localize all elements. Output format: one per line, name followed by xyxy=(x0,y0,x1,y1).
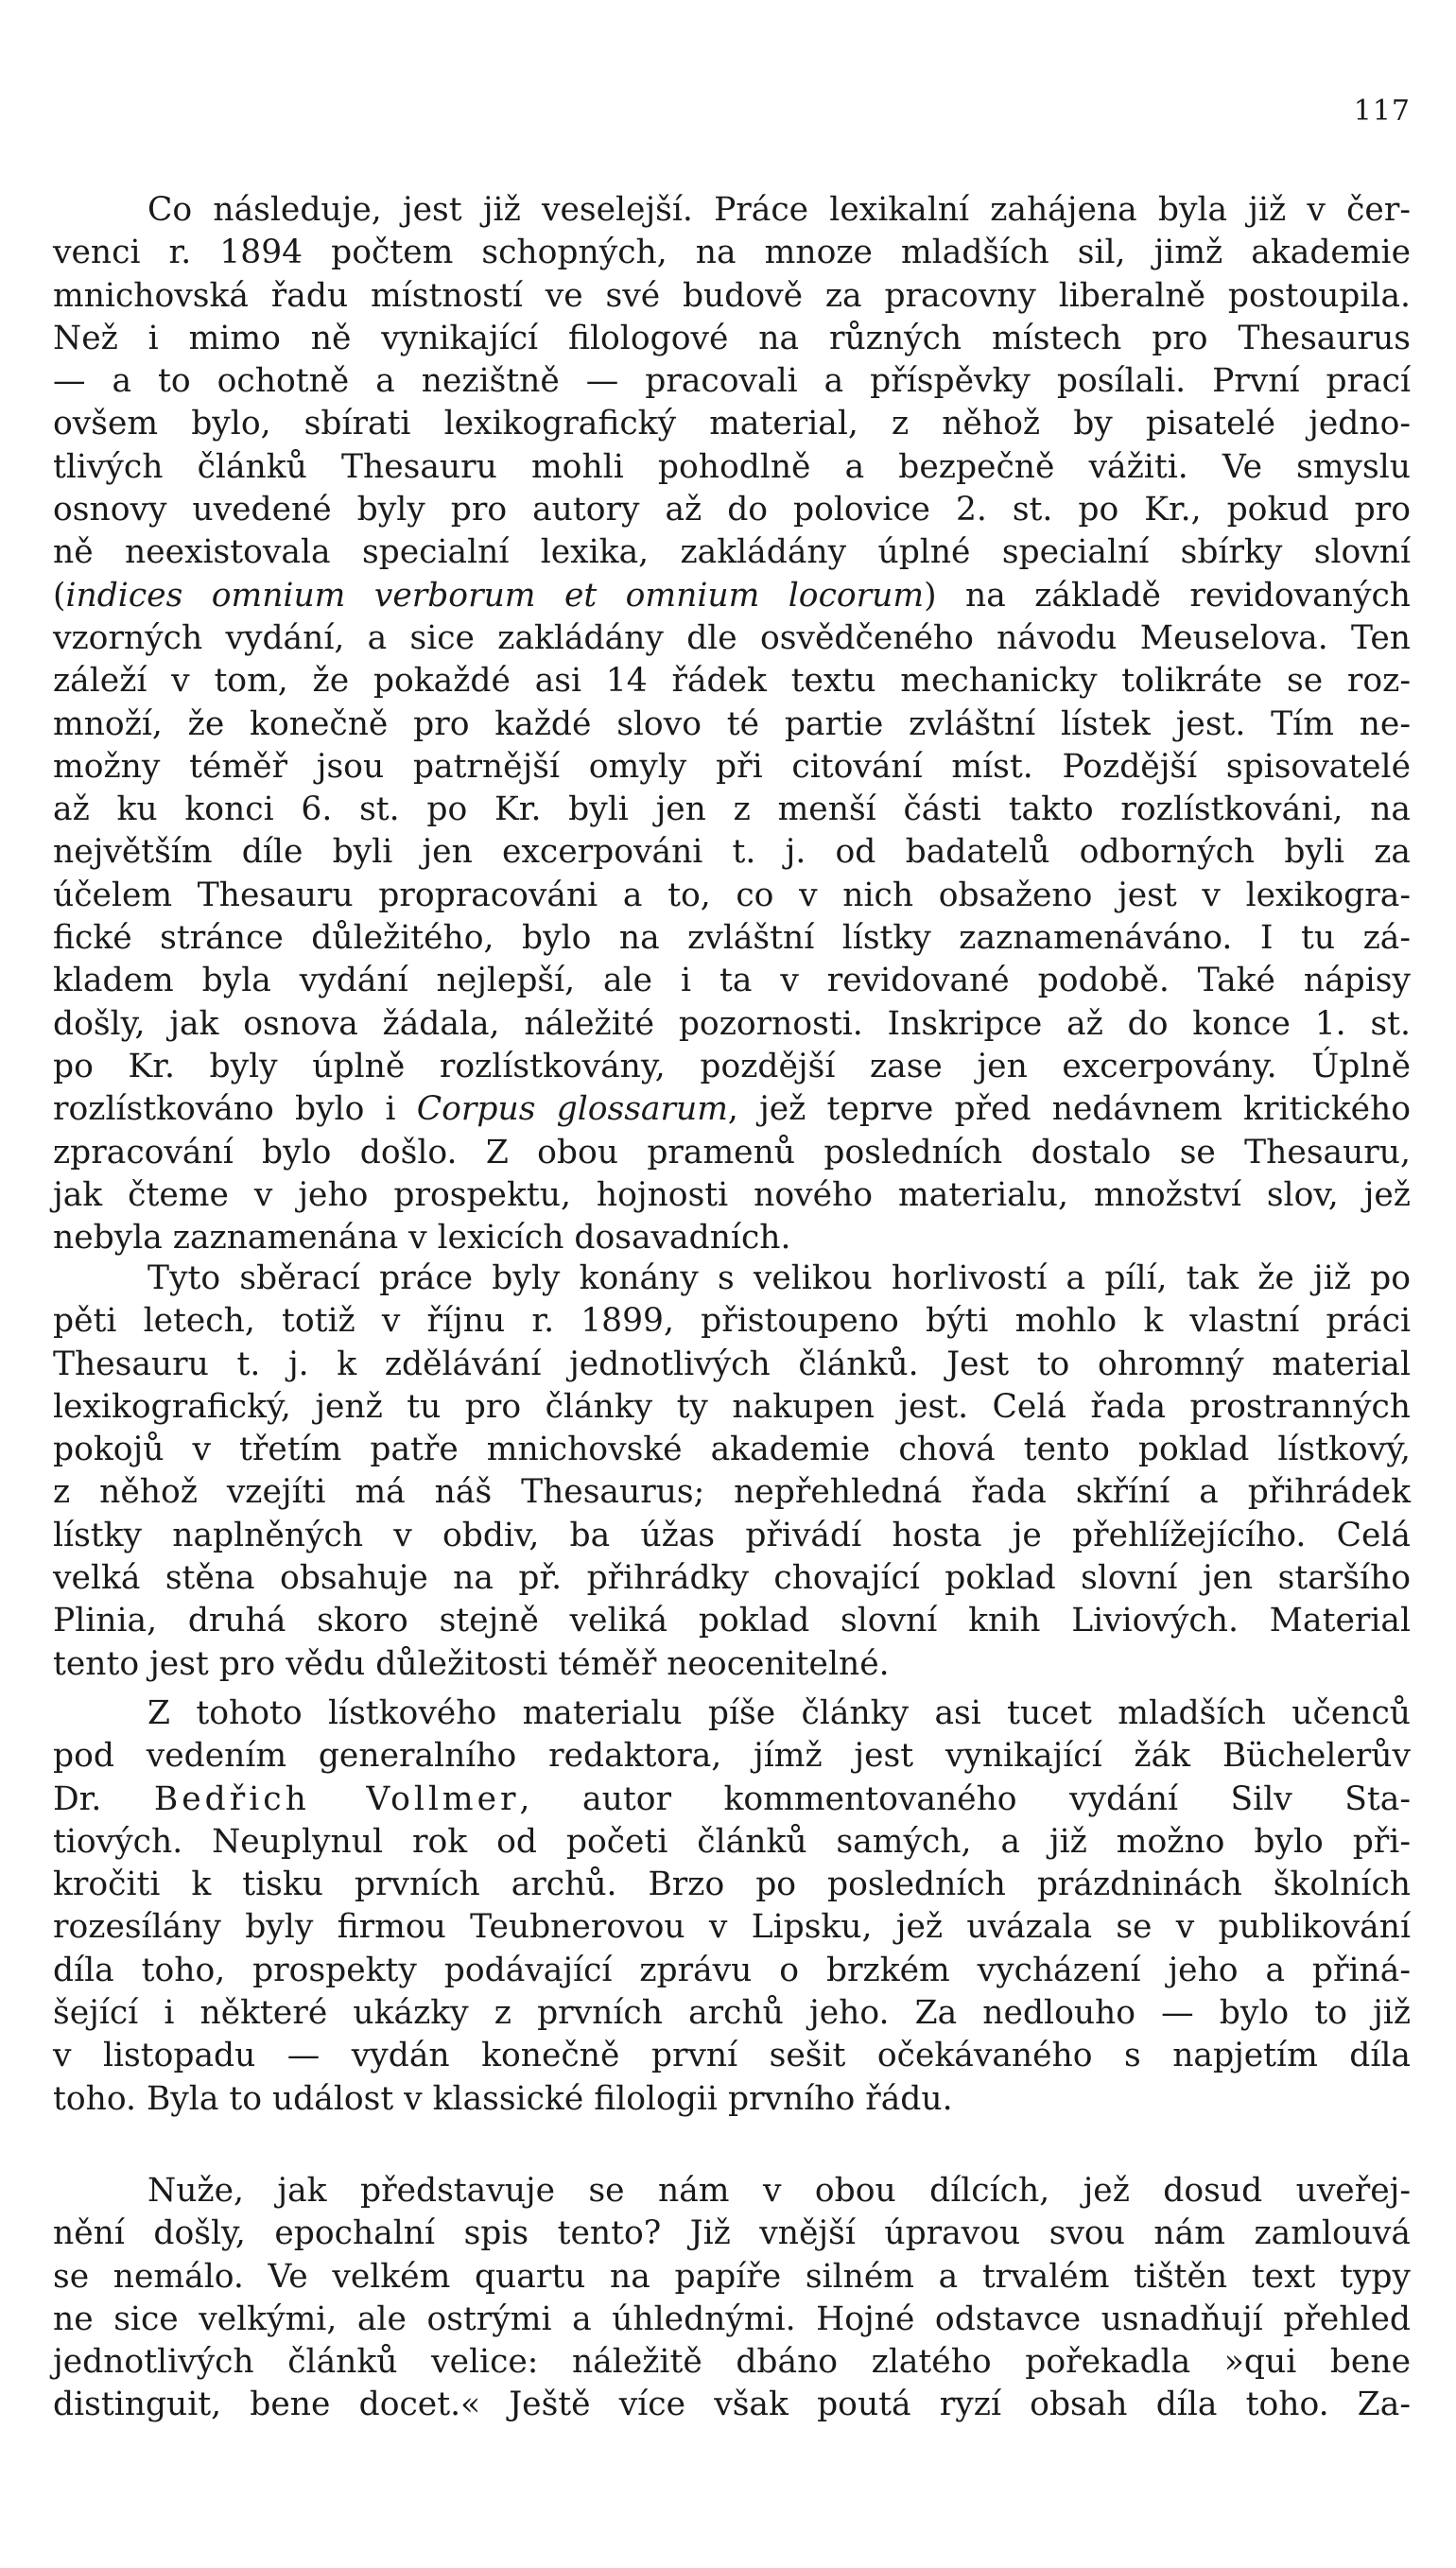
text-line: nebyla zaznamenána v lexicích dosavadních. xyxy=(53,1219,791,1258)
text-line: osnovy uvedené byly pro autory až do polovice 2. st. po Kr., pokud pro xyxy=(53,491,1411,529)
text-line: pod vedením generalního redaktora, jímž jest vynikající žák Büchelerův xyxy=(53,1737,1411,1776)
text-line: distinguit, bene docet.« Ještě více však poutá ryzí obsah díla toho. Za- xyxy=(53,2386,1411,2424)
text-line: toho. Byla to událost v klassické filologii prvního řádu. xyxy=(53,2079,953,2118)
latin-title-indices: indices omnium verborum et omnium locorum xyxy=(65,576,925,615)
text-line: lístky naplněných v obdiv, ba úžas přivádí hosta je přehlížejícího. Celá xyxy=(53,1516,1411,1554)
text-line: v listopadu — vydán konečně první sešit očekávaného s napjetím díla xyxy=(53,2037,1411,2075)
text-line: rozesílány byly firmou Teubnerovou v Lipsku, jež uvázala se v publikování xyxy=(53,1908,1411,1947)
text-line: Co následuje, jest již veselejší. Práce lexikalní zahájena byla již v čer- xyxy=(147,191,1411,229)
paragraph-1 xyxy=(53,189,1411,1259)
text-line: zpracování bylo došlo. Z obou pramenů posledních dostalo se Thesauru, xyxy=(53,1133,1411,1171)
text-run: , jež teprve před nedávnem kritického xyxy=(727,1090,1412,1129)
text-line: jak čteme v jeho prospektu, hojnosti nového materialu, množství slov, jež xyxy=(53,1175,1411,1214)
text-line xyxy=(53,1088,1411,1131)
text-line: tiových. Neuplynul rok od početi článků samých, a již možno bylo při- xyxy=(53,1822,1411,1861)
text-line: fické stránce důležitého, bylo na zvláštní lístky zaznamenáváno. I tu zá- xyxy=(53,919,1411,958)
text-line xyxy=(53,575,1411,617)
text-line: Než i mimo ně vynikající filologové na různých místech pro Thesaurus xyxy=(53,319,1411,357)
text-line: účelem Thesauru propracováni a to, co v nich obsaženo jest v lexikogra- xyxy=(53,876,1411,914)
text-line: Nuže, jak představuje se nám v obou dílcích, jež dosud uveřej- xyxy=(147,2172,1411,2210)
text-line: nění došly, epochalní spis tento? Již vnější úpravou svou nám zamlouvá xyxy=(53,2214,1411,2253)
text-line: lexikografický, jenž tu pro články ty nakupen jest. Celá řada prostranných xyxy=(53,1387,1411,1426)
text-run: , autor kommentovaného vydání Silv Sta- xyxy=(519,1779,1411,1818)
text-line: největším díle byli jen excerpováni t. j. od badatelů odborných byli za xyxy=(53,833,1411,872)
paragraph-2 xyxy=(53,1258,1411,1686)
text-line: z něhož vzejíti má náš Thesaurus; nepřehledná řada skříní a přihrádek xyxy=(53,1473,1411,1512)
text-line: po Kr. byly úplně rozlístkovány, pozdější zase jen excerpovány. Úplně xyxy=(53,1047,1411,1085)
text-line: tlivých článků Thesauru mohli pohodlně a bezpečně vážiti. Ve smyslu xyxy=(53,447,1411,486)
text-line: Plinia, druhá skoro stejně veliká poklad slovní knih Liviových. Material xyxy=(53,1602,1411,1640)
text-line: díla toho, prospekty podávající zprávu o brzkém vycházení jeho a přiná- xyxy=(53,1951,1411,1989)
latin-title-corpus: Corpus glossarum xyxy=(416,1090,728,1129)
text-line: velká stěna obsahuje na př. přihrádky chovající poklad slovní jen staršího xyxy=(53,1559,1411,1598)
text-line: venci r. 1894 počtem schopných, na mnoze mladších sil, jimž akademie xyxy=(53,234,1411,272)
text-line: Thesauru t. j. k zdělávání jednotlivých článků. Jest to ohromný material xyxy=(53,1345,1411,1383)
page-number: 117 xyxy=(1353,95,1411,128)
text-line: jednotlivých článků velice: náležitě dbáno zlatého pořekadla »qui bene xyxy=(53,2343,1411,2382)
text-line: ně neexistovala specialní lexika, zakládány úplné specialní sbírky slovní xyxy=(53,533,1411,572)
text-line: záleží v tom, že pokaždé asi 14 řádek textu mechanicky tolikráte se roz- xyxy=(53,662,1411,701)
text-line: ne sice velkými, ale ostrými a úhlednými. Hojné odstavce usnadňují přehled xyxy=(53,2299,1411,2338)
text-line: šející i některé ukázky z prvních archů jeho. Za nedlouho — bylo to již xyxy=(53,1994,1411,2033)
text-line: možny téměř jsou patrnější omyly při citování míst. Pozdější spisovatelé xyxy=(53,747,1411,786)
text-line: až ku konci 6. st. po Kr. byli jen z menší části takto rozlístkováni, na xyxy=(53,790,1411,829)
text-line: vzorných vydání, a sice zakládány dle osvědčeného návodu Meuselova. Ten xyxy=(53,618,1411,657)
text-run: rozlístkováno bylo i xyxy=(53,1090,417,1129)
text-run: Dr. xyxy=(53,1779,154,1818)
text-line: Z tohoto lístkového materialu píše články asi tucet mladších učenců xyxy=(147,1694,1411,1732)
text-line: mnichovská řadu místností ve své budově za pracovny liberalně postoupila. xyxy=(53,276,1411,315)
text-line: ovšem bylo, sbírati lexikografický material, z něhož by pisatelé jedno- xyxy=(53,405,1411,443)
text-run: ( xyxy=(53,576,66,615)
text-line: tento jest pro vědu důležitosti téměř neocenitelné. xyxy=(53,1644,890,1683)
text-line: kročiti k tisku prvních archů. Brzo po posledních prázdninách školních xyxy=(53,1865,1411,1904)
person-name-vollmer: Bedřich Vollmer xyxy=(153,1779,520,1818)
paragraph-3 xyxy=(53,1692,1411,2121)
text-line: pěti letech, totiž v říjnu r. 1899, přistoupeno býti mohlo k vlastní práci xyxy=(53,1302,1411,1341)
text-line: se nemálo. Ve velkém quartu na papíře silném a trvalém tištěn text typy xyxy=(53,2257,1411,2296)
text-line: množí, že konečně pro každé slovo té partie zvláštní lístek jest. Tím ne- xyxy=(53,704,1411,743)
text-line: kladem byla vydání nejlepší, ale i ta v revidované podobě. Také nápisy xyxy=(53,962,1411,1000)
text-line xyxy=(53,1779,1411,1821)
text-line: Tyto sběrací práce byly konány s velikou horlivostí a pílí, tak že již po xyxy=(147,1259,1411,1297)
text-run: ) na základě revidovaných xyxy=(924,576,1411,615)
text-line: pokojů v třetím patře mnichovské akademie chová tento poklad lístkový, xyxy=(53,1431,1411,1469)
text-line: došly, jak osnova žádala, náležité pozornosti. Inskripce až do konce 1. st. xyxy=(53,1004,1411,1043)
text-line: — a to ochotně a nezištně — pracovali a příspěvky posílali. První prací xyxy=(53,362,1411,401)
paragraph-4 xyxy=(53,2170,1411,2427)
